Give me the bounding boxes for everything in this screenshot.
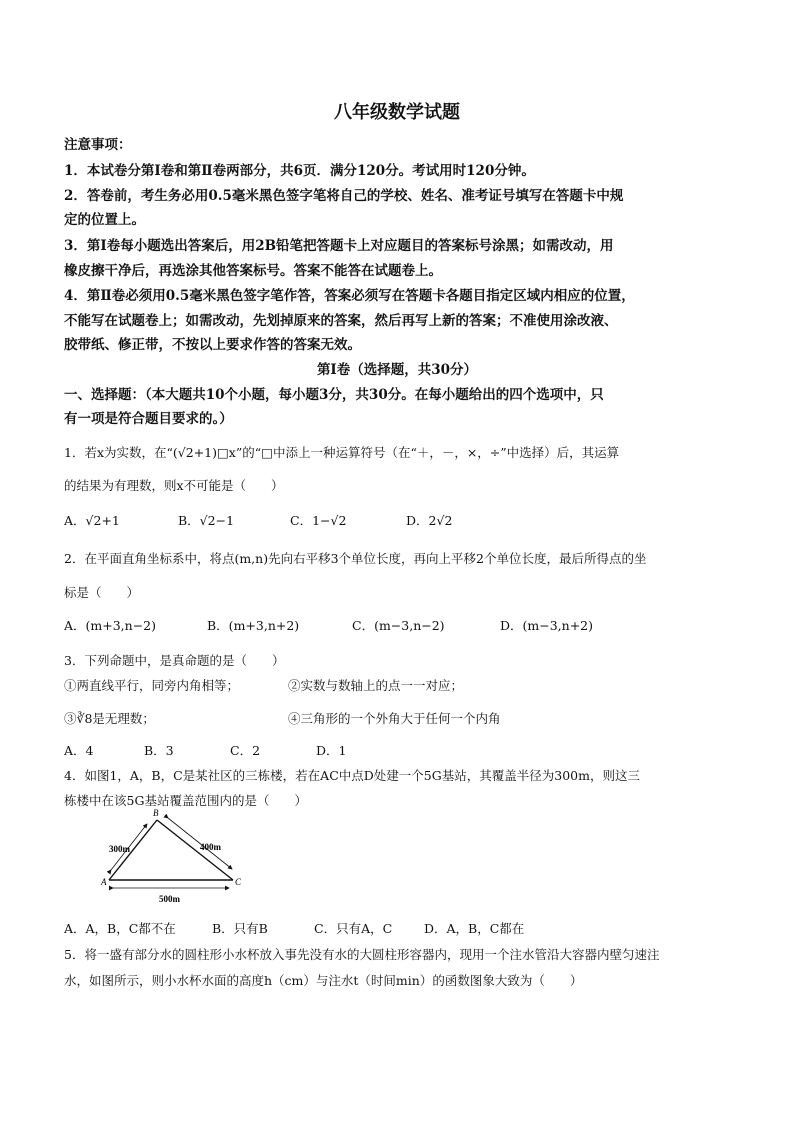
- question-3-text: 3．下列命题中，是真命题的是（ ）: [64, 653, 285, 668]
- notice-line: 胶带纸、修正带，不按以上要求作答的答案无效。: [64, 337, 361, 353]
- question-3-option-c: C．2: [230, 743, 261, 758]
- part-heading: 一、选择题：（本大题共10个小题，每小题3分，共30分。在每小题给出的四个选项中，只: [64, 387, 604, 403]
- question-4-option-c: C．只有A，C: [314, 921, 393, 936]
- question-3-option-b: B．3: [144, 743, 174, 758]
- question-3-statement: ④三角形的一个外角大于任何一个内角: [288, 711, 501, 726]
- question-3-statement: ②实数与数轴上的点一一对应；: [288, 678, 464, 693]
- question-1-text: 的结果为有理数，则x不可能是（ ）: [64, 478, 284, 493]
- question-2-text: 标是（ ）: [64, 585, 140, 600]
- question-2-option-a: A．(m+3,n−2): [64, 618, 157, 633]
- notice-line: 1．本试卷分第Ⅰ卷和第Ⅱ卷两部分，共6页．满分120分。考试用时120分钟。: [64, 163, 535, 179]
- triangle-edge-bc: [157, 820, 233, 880]
- notice-line: 3．第Ⅰ卷每小题选出答案后，用2B铅笔把答题卡上对应题目的答案标号涂黑；如需改动，用: [64, 238, 614, 254]
- label-c: C: [235, 877, 242, 887]
- question-3-statement: ①两直线平行，同旁内角相等；: [64, 678, 240, 693]
- question-1-text: 1．若x为实数，在“(√2+1)□x”的“□中添上一种运算符号（在“＋，－，×，÷”中选择）后，其运算: [64, 445, 620, 460]
- notice-line: 橡皮擦干净后，再选涂其他答案标号。答案不能答在试题卷上。: [64, 263, 442, 279]
- question-5-text: 5．将一盛有部分水的圆柱形小水杯放入事先没有水的大圆柱形容器内，现用一个注水管沿大容器内壁匀速注: [64, 947, 660, 962]
- question-3-statement: ③∛8是无理数；: [64, 711, 155, 726]
- notice-line: 2．答卷前，考生务必用0.5毫米黑色签字笔将自己的学校、姓名、准考证号填写在答题卡中规: [64, 188, 624, 204]
- question-2-option-d: D．(m−3,n+2): [500, 618, 594, 633]
- question-4-option-d: D．A，B，C都在: [424, 921, 525, 936]
- page-title: 八年级数学试题: [334, 102, 460, 123]
- section-heading: 第Ⅰ卷（选择题，共30分）: [316, 362, 478, 378]
- notice-heading: 注意事项：: [64, 137, 132, 153]
- question-1-option-c: C．1−√2: [290, 513, 347, 528]
- question-2-option-c: C．(m−3,n−2): [352, 618, 445, 633]
- question-3-option-d: D．1: [316, 743, 347, 758]
- notice-line: 4．第Ⅱ卷必须用0.5毫米黑色签字笔作答，答案必须写在答题卡各题目指定区域内相应的位置，: [64, 288, 635, 304]
- question-2-text: 2．在平面直角坐标系中，将点(m,n)先向右平移3个单位长度，再向上平移2个单位长度，最后所得点的坐: [64, 551, 647, 566]
- part-heading: 有一项是符合题目要求的。）: [64, 411, 233, 427]
- question-4-option-b: B．只有B: [212, 921, 268, 936]
- question-4-text: 栋楼中在该5G基站覆盖范围内的是（ ）: [64, 793, 307, 808]
- question-1-option-b: B．√2−1: [178, 513, 235, 528]
- question-2-option-b: B．(m+3,n+2): [207, 618, 300, 633]
- question-4-option-a: A．A，B，C都不在: [64, 921, 176, 936]
- label-ab: 300m: [109, 844, 130, 854]
- question-5-text: 水，如图所示，则小水杯水面的高度h（cm）与注水t（时间min）的函数图象大致为（ ）: [64, 973, 583, 988]
- question-1-option-d: D．2√2: [406, 513, 453, 528]
- label-a: A: [101, 877, 107, 887]
- label-bc: 400m: [200, 842, 221, 852]
- question-1-option-a: A．√2+1: [64, 513, 120, 528]
- label-b: B: [153, 808, 159, 818]
- triangle-figure: [95, 808, 255, 908]
- label-ac: 500m: [159, 894, 180, 904]
- question-4-text: 4．如图1，A，B，C是某社区的三栋楼，若在AC中点D处建一个5G基站，其覆盖半径为300m，则这三: [64, 768, 640, 783]
- notice-line: 定的位置上。: [64, 212, 145, 228]
- question-3-option-a: A．4: [64, 743, 94, 758]
- notice-line: 不能写在试题卷上；如需改动，先划掉原来的答案，然后再写上新的答案；不准使用涂改液、: [64, 313, 618, 329]
